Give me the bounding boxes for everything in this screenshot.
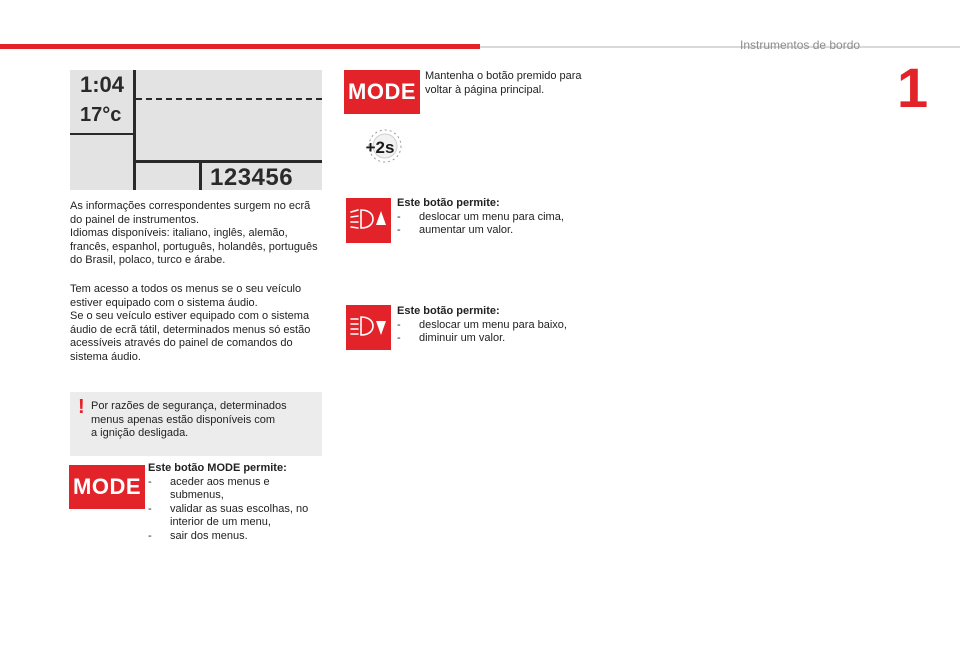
up-button [346,198,391,243]
mode-title: Este botão MODE permite: [148,462,287,474]
display-divider [136,160,322,163]
text-line: As informações correspondentes surgem no ecrã [70,200,311,212]
display-dashed-line [136,98,322,100]
list-item: - deslocar um menu para baixo, [397,319,597,333]
timer-label: +2s [365,138,395,157]
text-line: Tem acesso a todos os menus se o seu veículo [70,283,302,295]
headlamp-down-arrow-icon [346,305,391,350]
text-line: Idiomas disponíveis: italiano, inglês, alemão, [70,227,288,240]
down-title: Este botão permite: [397,305,500,317]
paragraph-display-info [70,200,330,268]
header-rule [480,46,960,48]
timer-graphic [360,128,402,170]
header-red-bar [0,44,480,49]
text-line: francês, espanhol, português, holandês, português [70,240,318,253]
display-temperature: 17°c [80,104,122,126]
mode-button-hold: MODE [344,70,420,114]
list-item: - deslocar um menu para cima, [397,211,597,225]
text-line: do Brasil, polaco, turco e árabe. [70,254,226,267]
up-description [397,197,597,238]
display-divider [133,70,136,190]
text-line: voltar à página principal. [425,83,545,96]
list-item: - validar as suas escolhas, no interior de um menu, [148,503,323,530]
text-line: áudio de ecrã tátil, determinados menus só estão [70,323,311,336]
text-line: Mantenha o botão premido para [425,70,582,82]
text-line: sistema áudio. [70,350,141,363]
down-list [397,319,597,346]
mode-description [148,462,323,544]
headlamp-up-arrow-icon [346,198,391,243]
mode-list [148,476,323,544]
text-line: Se o seu veículo estiver equipado com o sistema [70,310,310,323]
text-line: a ignição desligada. [91,427,189,440]
display-time: 1:04 [80,72,125,97]
text-line: acessíveis através do painel de comandos do [70,337,293,350]
down-button [346,305,391,350]
text-line: Por razões de segurança, determinados [91,400,287,412]
up-list [397,211,597,238]
two-second-timer-icon [360,128,402,170]
section-title: Instrumentos de bordo [740,38,861,52]
text-line: estiver equipado com o sistema áudio. [70,296,258,309]
chapter-number: 1 [897,56,929,119]
display-odometer: 123456 [210,164,294,191]
warning-text [91,400,316,441]
display-divider [199,163,202,190]
text-line: menus apenas estão disponíveis com [91,413,276,426]
hold-description [425,70,595,97]
list-item: - aceder aos menus e submenus, [148,476,323,503]
mode-button: MODE [69,465,145,509]
list-item: - diminuir um valor. [397,332,597,346]
text-line: do painel de instrumentos. [70,213,200,226]
list-item: - sair dos menus. [148,530,323,544]
up-title: Este botão permite: [397,197,500,209]
warning-exclamation-icon: ! [78,396,85,418]
list-item: - aumentar um valor. [397,224,597,238]
down-description [397,305,597,346]
display-divider [70,133,133,135]
paragraph-menus-access [70,283,330,365]
